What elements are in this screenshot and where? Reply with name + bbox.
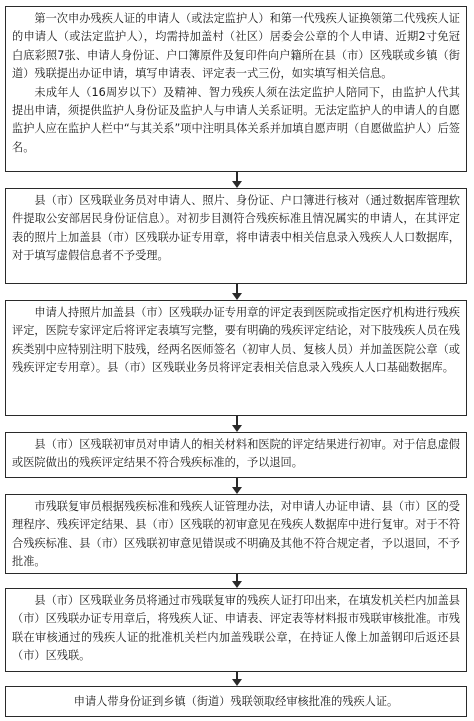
step-1-box <box>5 6 467 172</box>
step-1-paragraph-2: 未成年人（16周岁以下）及精神、智力残疾人须在法定监护人陪同下，由监护人代其提出申请，须提供监护人身份证及监护人与申请人关系证明。无法定监护人的申请人的自愿监护人应在监护人栏中“与其关系”项中注明具体关系并加填自愿声明（自愿做监护人）后签名。 <box>12 85 460 154</box>
step-2-box <box>5 188 467 284</box>
step-1-paragraph-1: 第一次申办残疾人证的申请人（或法定监护人）和第一代残疾人证换领第二代残疾人证的申请人（或法定监护人），均需持加盖村（社区）居委会公章的个人申请、近期2寸免冠白底彩照7张、申请人身份证、户口簿原件及复印件向户籍所在县（市）区残联或乡镇（街道）残联提出办证申请，填写申请表、评定表一式三份，如实填写相关信息。 <box>12 12 460 81</box>
step-2-paragraph-1: 县（市）区残联业务员对申请人、照片、身份证、户口簿进行核对（通过数据库管理软件提取公安部居民身份证信息）。对初步目测符合残疾标准且情况属实的申请人，在其评定表的照片上加盖县（市）区残联办证专用章，将申请表中相关信息录入残疾人人口数据库，对于填写虚假信息者不予受理。 <box>12 194 460 263</box>
step-6-box <box>5 588 467 672</box>
arrow-6-to-7 <box>232 672 242 686</box>
step-3-box <box>5 300 467 416</box>
step-4-box <box>5 432 467 478</box>
step-7-box <box>5 686 467 717</box>
step-7-paragraph-1: 申请人带身份证到乡镇（街道）残联领取经审核批准的残疾人证。 <box>73 695 399 708</box>
arrow-5-to-6 <box>232 574 242 588</box>
step-6-paragraph-1: 县（市）区残联业务员将通过市残联复审的残疾人证打印出来，在填发机关栏内加盖县（市）区残联办证专用章后，将残疾人证、申请表、评定表等材料报市残联审核批准。市残联在审核通过的残疾人证的批准机关栏内加盖残联公章，在持证人像上加盖钢印后返还县（市）区残联。 <box>12 594 460 663</box>
arrow-2-to-3 <box>232 284 242 300</box>
arrow-4-to-5 <box>232 478 242 494</box>
arrow-3-to-4 <box>232 416 242 432</box>
step-3-paragraph-1: 申请人持照片加盖县（市）区残联办证专用章的评定表到医院或指定医疗机构进行残疾评定，医院专家评定后将评定表填写完整，要有明确的残疾评定结论，对下肢残疾人员在残疾类别中应特别注明下肢残，经两名医师签名（初审人员、复核人员）并加盖医院公章（或残疾评定专用章）。县（市）区残联业务员将评定表相关信息录入残疾人人口基础数据库。 <box>12 306 460 375</box>
arrow-1-to-2 <box>232 172 242 188</box>
step-4-paragraph-1: 县（市）区残联初审员对申请人的相关材料和医院的评定结果进行初审。对于信息虚假或医院做出的残疾评定结果不符合残疾标准的，予以退回。 <box>12 438 460 470</box>
step-5-paragraph-1: 市残联复审员根据残疾标准和残疾人证管理办法，对申请人办证申请、县（市）区的受理程序、残疾评定结果、县（市）区残联的初审意见在残疾人数据库中进行复审。对于不符合残疾标准、县（市）区残联初审意见错误或不明确及其他不符合规定者，予以退回，不予批准。 <box>12 500 460 569</box>
step-5-box <box>5 494 467 574</box>
